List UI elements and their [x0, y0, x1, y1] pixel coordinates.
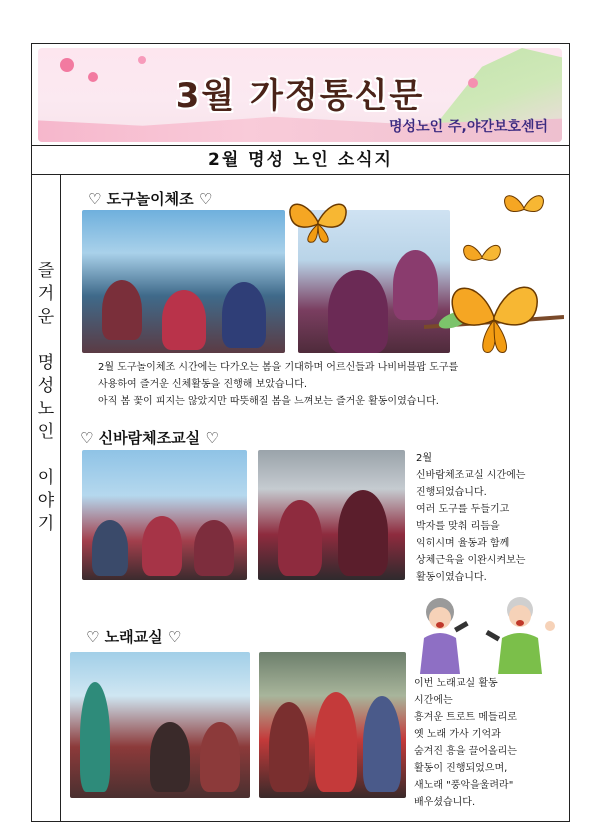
photo-stretch-class-group — [82, 450, 247, 580]
text-line: 사용하여 즐거운 신체활동을 진행해 보았습니다. — [98, 379, 308, 390]
butterfly-icon — [285, 196, 351, 248]
photo-singing-class-instructor — [70, 652, 250, 798]
text-line: 여러 도구를 두들기고 — [416, 504, 510, 515]
photo-singing-class-seniors — [259, 652, 406, 798]
butterfly-icon — [460, 240, 504, 274]
text-line: 이번 노래교실 활동 — [414, 678, 498, 689]
tool-exercise-text — [98, 359, 558, 410]
text-line: 활동이 진행되었으며, — [414, 763, 508, 774]
side-char — [33, 444, 59, 467]
text-line: 시간에는 — [414, 695, 453, 706]
text-line: 2월 도구놀이체조 시간에는 다가오는 봄을 기대하며 어르신들과 나비버블팝 도구를 — [98, 362, 459, 373]
side-char: 야 — [37, 491, 55, 511]
side-char: 성 — [37, 376, 55, 396]
divider — [31, 174, 570, 175]
newsletter-header: 2월 명성 노인 소식지 — [208, 150, 393, 170]
side-char: 기 — [37, 514, 55, 534]
text-line: 옛 노래 가사 기억과 — [414, 729, 501, 740]
side-char: 거 — [37, 284, 55, 304]
banner-subtitle: 명성노인 주,야간보호센터 — [389, 119, 548, 135]
text-line: 박자를 맞춰 리듬을 — [416, 521, 500, 532]
side-char: 운 — [37, 307, 55, 327]
photo-stretch-class-closeup — [258, 450, 405, 580]
side-divider — [60, 175, 61, 822]
singing-seniors-illustration — [410, 592, 560, 674]
text-line: 상체근육을 이완시켜보는 — [416, 555, 526, 566]
text-line: 진행되었습니다. — [416, 487, 487, 498]
butterfly-on-branch-icon — [424, 272, 564, 362]
text-line: 익히시며 율동과 함께 — [416, 538, 510, 549]
side-char: 노 — [37, 399, 55, 419]
text-line: 배우셨습니다. — [414, 797, 476, 808]
text-line: 새노래 "풍악을울려라" — [414, 780, 514, 791]
newsletter-banner — [38, 48, 562, 142]
side-label — [33, 260, 59, 536]
stretch-class-text — [416, 450, 566, 586]
banner-title: 3월 가정통신문 — [175, 76, 425, 116]
section-title-singing-class: ♡ 노래교실 ♡ — [86, 628, 182, 646]
text-line: 흥겨운 트로트 메들리로 — [414, 712, 517, 723]
flower-icon — [138, 56, 146, 64]
side-char: 명 — [37, 353, 55, 373]
section-title-tool-exercise: ♡ 도구놀이체조 ♡ — [88, 190, 213, 208]
side-char: 즐 — [37, 261, 55, 281]
text-line: 신바람체조교실 시간에는 — [416, 470, 526, 481]
text-line: 2월 — [416, 453, 433, 464]
singing-class-text — [414, 675, 566, 811]
side-char: 인 — [37, 422, 55, 442]
side-char — [33, 329, 59, 352]
text-line: 활동이였습니다. — [416, 572, 487, 583]
text-line: 아직 봄 꽃이 피지는 않았지만 따뜻해질 봄을 느껴보는 즐거운 활동이였습니다. — [98, 396, 439, 407]
section-title-stretch-class: ♡ 신바람체조교실 ♡ — [80, 429, 219, 447]
text-line: 숨겨진 흥을 끌어올리는 — [414, 746, 517, 757]
side-char: 이 — [37, 468, 55, 488]
photo-tool-exercise-group — [82, 210, 285, 353]
butterfly-icon — [500, 190, 548, 226]
